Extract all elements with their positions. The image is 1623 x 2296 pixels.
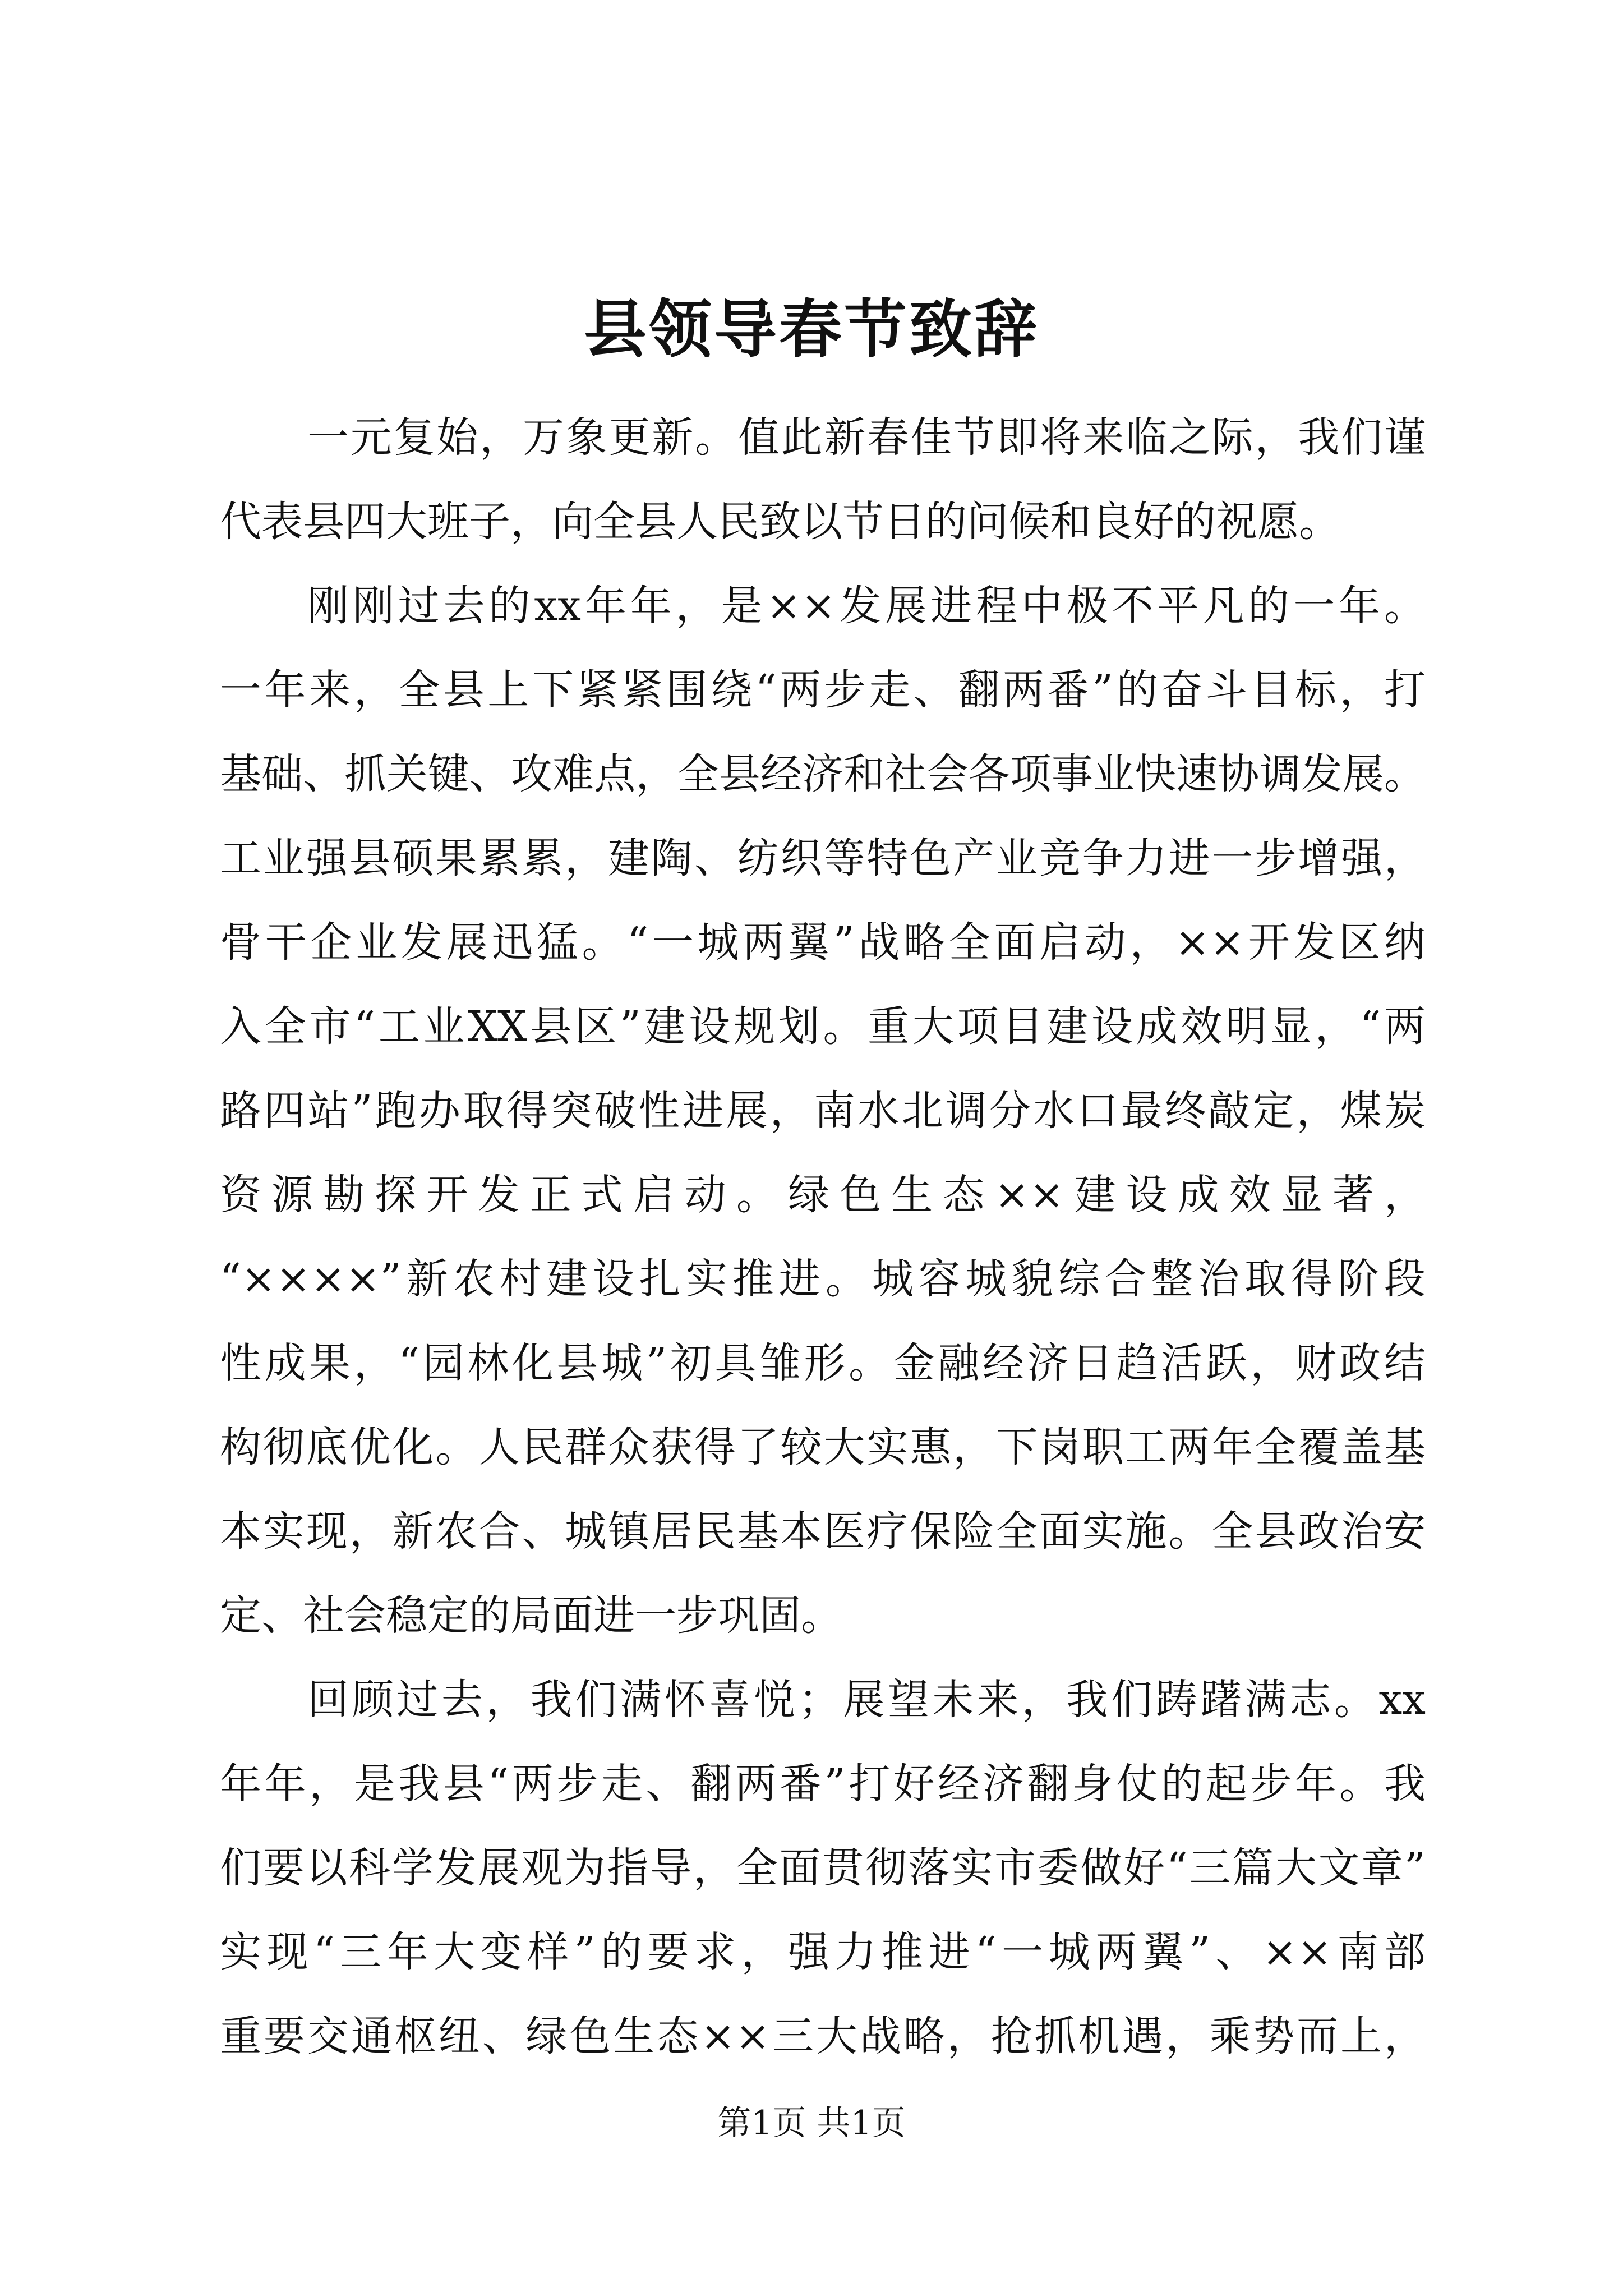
text-line: 回顾过去，我们满怀喜悦；展望未来，我们踌躇满志。xx <box>307 1676 1426 1724</box>
text-line: 重要交通枢纽、绿色生态××三大战略，抢抓机遇，乘势而上， <box>220 2012 1426 2060</box>
text-line: 构彻底优化。人民群众获得了较大实惠，下岗职工两年全覆盖基 <box>220 1423 1426 1471</box>
text-line: 一年来，全县上下紧紧围绕“两步走、翻两番”的奋斗目标，打 <box>220 666 1426 714</box>
text-line: 代表县四大班子，向全县人民致以节日的问候和良好的祝愿。 <box>220 498 1340 546</box>
text-line: 们要以科学发展观为指导，全面贯彻落实市委做好“三篇大文章” <box>220 1844 1426 1892</box>
text-line: 入全市“工业XX县区”建设规划。重大项目建设成效明显，“两 <box>220 1002 1426 1051</box>
text-line: 性成果，“园林化县城”初具雏形。金融经济日趋活跃，财政结 <box>220 1339 1426 1387</box>
text-line: 一元复始，万象更新。值此新春佳节即将来临之际，我们谨 <box>307 413 1426 462</box>
text-line: 实现“三年大变样”的要求，强力推进“一城两翼”、××南部 <box>220 1928 1426 1976</box>
text-line: 刚刚过去的xx年年，是××发展进程中极不平凡的一年。 <box>307 582 1426 630</box>
text-line: 基础、抓关键、攻难点，全县经济和社会各项事业快速协调发展。 <box>220 750 1426 798</box>
text-line: 年年，是我县“两步走、翻两番”打好经济翻身仗的起步年。我 <box>220 1760 1426 1808</box>
text-line: “××××”新农村建设扎实推进。城容城貌综合整治取得阶段 <box>220 1255 1426 1303</box>
text-line: 工业强县硕果累累，建陶、纺织等特色产业竞争力进一步增强， <box>220 834 1426 882</box>
text-line: 定、社会稳定的局面进一步巩固。 <box>220 1591 842 1640</box>
text-line: 资源勘探开发正式启动。绿色生态××建设成效显著， <box>220 1171 1426 1219</box>
text-line: 路四站”跑办取得突破性进展，南水北调分水口最终敲定，煤炭 <box>220 1087 1426 1135</box>
page-footer: 第1页 共1页 <box>717 2104 906 2143</box>
document-title: 县领导春节致辞 <box>584 293 1039 366</box>
text-line: 骨干企业发展迅猛。“一城两翼”战略全面启动，××开发区纳 <box>220 918 1426 967</box>
text-line: 本实现，新农合、城镇居民基本医疗保险全面实施。全县政治安 <box>220 1507 1426 1556</box>
